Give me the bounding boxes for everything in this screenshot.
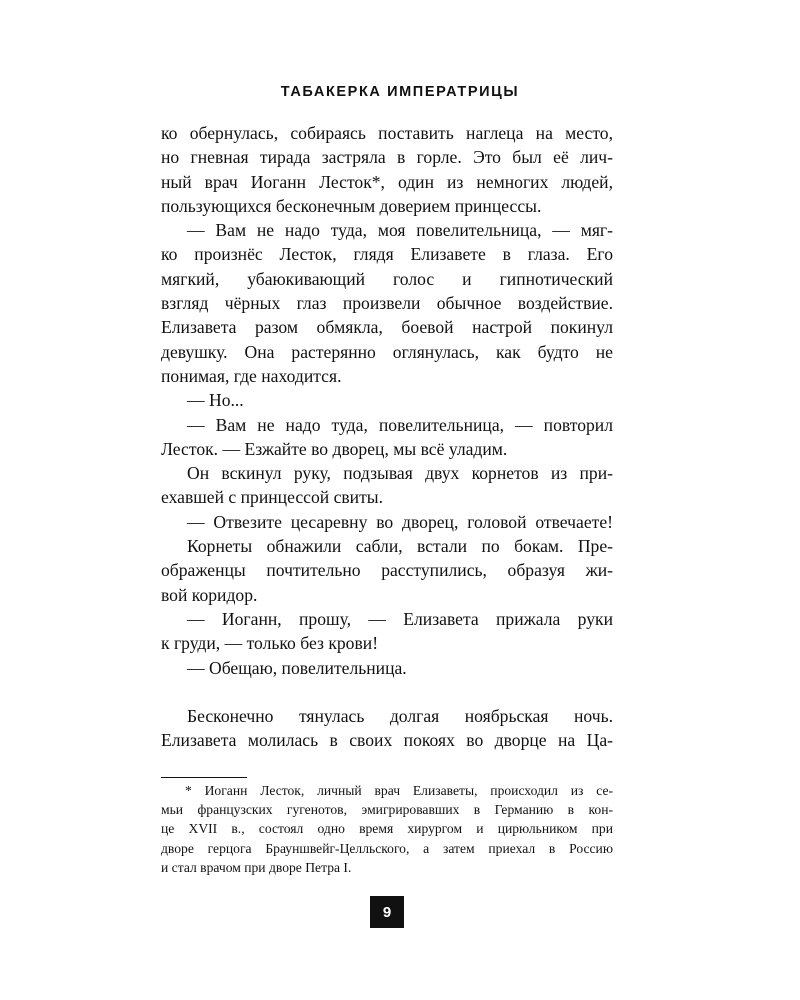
running-head: ТАБАКЕРКА ИМПЕРАТРИЦЫ: [280, 84, 520, 100]
text-line: к груди, — только без крови!: [161, 633, 379, 654]
text-line: ко обернулась, собираясь поставить наглеца на место,: [161, 123, 613, 143]
text-line: Бесконечно тянулась долгая ноябрьская ночь.: [187, 706, 613, 727]
footnote-line: це XVII в., состоял одно время хирургом и цирюльником при: [161, 821, 613, 837]
text-line: взгляд чёрных глаз произвели обычное воздействие.: [161, 293, 613, 314]
text-line: понимая, где находится.: [161, 365, 342, 386]
page-number: 9: [370, 896, 404, 928]
footnote-line: мьи французских гугенотов, эмигрировавших в Германию в кон-: [161, 802, 613, 818]
footnote-line: дворе герцога Брауншвейг-Целльского, а затем приехал в Россию: [161, 840, 613, 856]
text-line: вой коридор.: [161, 584, 258, 605]
text-line: Елизавета разом обмякла, боевой настрой покинул: [161, 317, 613, 338]
footnote: [161, 781, 613, 877]
text-line: — Обещаю, повелительница.: [187, 657, 407, 678]
text-line: — Вам не надо туда, моя повелительница, — мяг-: [187, 220, 613, 241]
text-line: Он вскинул руку, подзывая двух корнетов из при-: [187, 463, 613, 484]
footnote-divider: [161, 777, 247, 778]
body-text: [161, 121, 613, 753]
text-line: девушку. Она растерянно оглянулась, как будто не: [161, 341, 613, 362]
text-line: ко произнёс Лесток, глядя Елизавете в глаза. Его: [161, 244, 613, 265]
text-line: — Отвезите цесаревну во дворец, головой отвечаете!: [187, 511, 613, 532]
text-line: — Вам не надо туда, повелительница, — повторил: [187, 414, 613, 435]
text-line: пользующихся бесконечным доверием принцессы.: [161, 195, 542, 216]
text-line: — Иоганн, прошу, — Елизавета прижала руки: [187, 608, 613, 629]
footnote-line: и стал врачом при дворе Петра I.: [161, 859, 352, 875]
text-line: — Но...: [187, 390, 244, 411]
text-line: Корнеты обнажили сабли, встали по бокам. Пре-: [187, 536, 613, 557]
text-line: ехавшей с принцессой свиты.: [161, 487, 384, 508]
text-line: Лесток. — Езжайте во дворец, мы всё уладим.: [161, 438, 508, 459]
section-break: [161, 680, 613, 704]
text-line: ный врач Иоганн Лесток*, один из немногих людей,: [161, 171, 613, 192]
text-line: ображенцы почтительно расступились, образуя жи-: [161, 560, 613, 581]
text-line: Елизавета молилась в своих покоях во дворце на Ца-: [161, 730, 613, 751]
text-line: мягкий, убаюкивающий голос и гипнотический: [161, 268, 613, 289]
text-line: но гневная тирада застряла в горле. Это был её лич-: [161, 147, 613, 168]
footnote-line: * Иоганн Лесток, личный врач Елизаветы, происходил из се-: [185, 783, 613, 798]
